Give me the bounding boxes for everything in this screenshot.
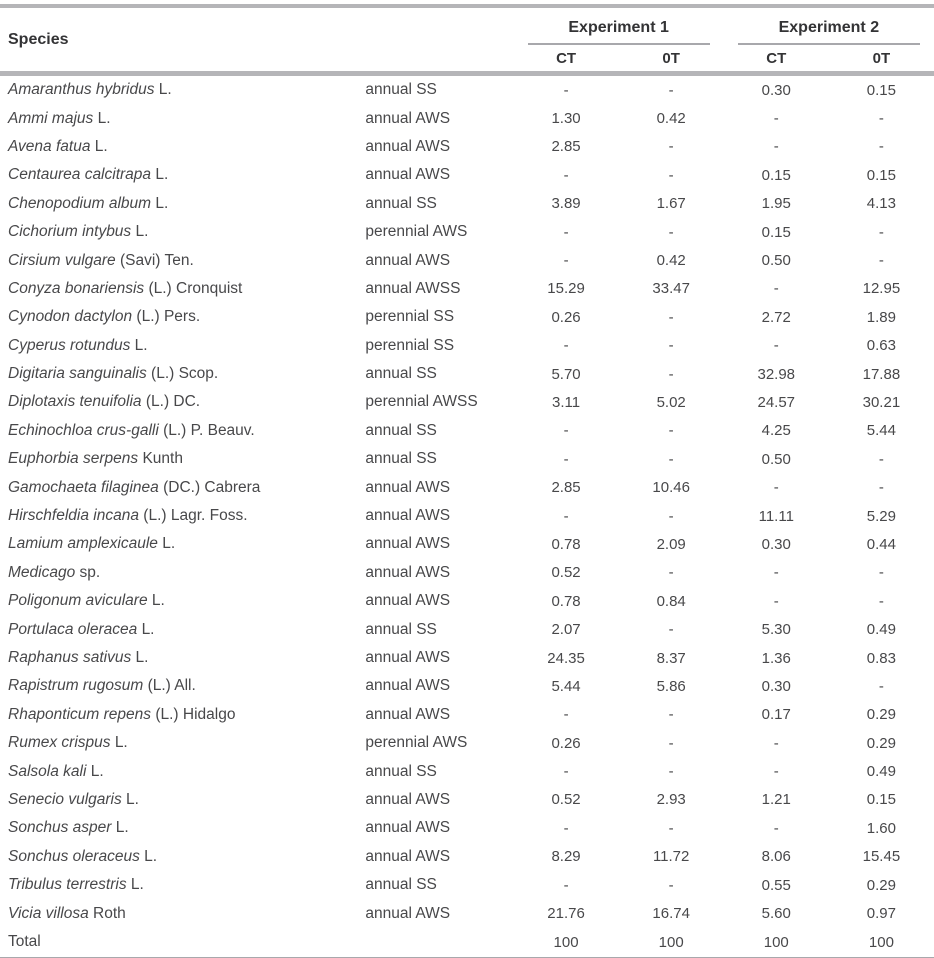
table-row xyxy=(0,332,934,360)
value-cell: - xyxy=(563,422,569,440)
species-cell xyxy=(0,615,365,643)
value-cell: 0.29 xyxy=(866,706,896,724)
value-cell: 8.29 xyxy=(551,848,581,866)
species-cell xyxy=(0,502,365,530)
species-authority: Kunth xyxy=(142,450,183,468)
value-cell: 1.21 xyxy=(761,791,791,809)
species-authority: L. xyxy=(162,535,176,553)
species-cell xyxy=(0,701,365,729)
life-cycle-cell: annual AWS xyxy=(365,166,451,184)
life-cycle-cell: annual AWS xyxy=(365,790,451,808)
table-row xyxy=(0,275,934,303)
life-cycle-cell: annual SS xyxy=(365,194,437,212)
table-row xyxy=(0,530,934,558)
table-row xyxy=(0,218,934,246)
value-cell: 15.45 xyxy=(862,848,901,866)
species-authority: L. xyxy=(155,194,169,212)
value-cell: - xyxy=(878,564,884,582)
table-footer xyxy=(0,928,934,958)
species-cell xyxy=(0,332,365,360)
table-row xyxy=(0,190,934,218)
table-row xyxy=(0,360,934,388)
life-cycle-cell: annual AWS xyxy=(365,677,451,695)
value-cell: - xyxy=(668,819,674,837)
value-cell: 0.55 xyxy=(761,876,791,894)
experiment2-header xyxy=(724,8,934,45)
value-cell: - xyxy=(563,450,569,468)
value-cell: 0.15 xyxy=(866,81,896,99)
value-cell: 1.67 xyxy=(656,195,686,213)
table-row xyxy=(0,445,934,473)
total-value-exp2-0t: 100 xyxy=(868,933,894,951)
value-cell: 5.44 xyxy=(866,422,896,440)
species-authority: L. xyxy=(151,592,165,610)
life-cycle-cell: perennial AWS xyxy=(365,223,468,241)
value-cell: - xyxy=(878,223,884,241)
value-cell: - xyxy=(773,734,779,752)
table-row xyxy=(0,502,934,530)
value-cell: - xyxy=(668,337,674,355)
value-cell: 8.37 xyxy=(656,649,686,667)
species-column-header: Species xyxy=(0,8,514,74)
value-cell: 2.09 xyxy=(656,535,686,553)
table-row xyxy=(0,559,934,587)
table-row xyxy=(0,757,934,785)
life-cycle-cell: annual AWS xyxy=(365,109,451,127)
value-cell: - xyxy=(668,223,674,241)
value-cell: 5.29 xyxy=(866,507,896,525)
species-name: Digitaria sanguinalis xyxy=(8,365,147,383)
species-authority: (L.) Lagr. Foss. xyxy=(143,507,248,525)
value-cell: - xyxy=(773,564,779,582)
value-cell: 0.52 xyxy=(551,564,581,582)
experiment2-header-label: Experiment 2 xyxy=(738,19,920,45)
species-name: Cichorium intybus xyxy=(8,223,132,241)
value-cell: 2.93 xyxy=(656,791,686,809)
value-cell: 0.42 xyxy=(656,110,686,128)
species-authority: L. xyxy=(114,734,128,752)
value-cell: 24.57 xyxy=(757,393,796,411)
species-authority: L. xyxy=(134,336,148,354)
life-cycle-cell: annual SS xyxy=(365,421,437,439)
species-name: Gamochaeta filaginea xyxy=(8,478,159,496)
value-cell: - xyxy=(668,706,674,724)
value-cell: 8.06 xyxy=(761,848,791,866)
species-name: Medicago xyxy=(8,563,76,581)
species-cell xyxy=(0,530,365,558)
life-cycle-cell: annual AWS xyxy=(365,904,451,922)
life-cycle-cell: perennial AWSS xyxy=(365,393,478,411)
life-cycle-cell: perennial SS xyxy=(365,336,455,354)
experiment1-header-label: Experiment 1 xyxy=(528,19,710,45)
value-cell: - xyxy=(878,110,884,128)
value-cell: 0.50 xyxy=(761,252,791,270)
value-cell: - xyxy=(878,138,884,156)
value-cell: - xyxy=(668,138,674,156)
table-row xyxy=(0,729,934,757)
species-cell xyxy=(0,473,365,501)
species-name: Lamium amplexicaule xyxy=(8,535,158,553)
species-cell xyxy=(0,757,365,785)
value-cell: 0.26 xyxy=(551,734,581,752)
value-cell: - xyxy=(668,166,674,184)
species-name: Centaurea calcitrapa xyxy=(8,166,152,184)
value-cell: 0.30 xyxy=(761,81,791,99)
value-cell: - xyxy=(773,479,779,497)
value-cell: - xyxy=(773,763,779,781)
value-cell: 0.30 xyxy=(761,535,791,553)
value-cell: 2.85 xyxy=(551,479,581,497)
value-cell: 0.78 xyxy=(551,592,581,610)
species-name: Ammi majus xyxy=(8,109,94,127)
species-name: Poligonum aviculare xyxy=(8,592,148,610)
value-cell: - xyxy=(563,337,569,355)
col-header-exp2-0t: 0T xyxy=(829,45,934,74)
table-body xyxy=(0,74,934,928)
value-cell: 0.15 xyxy=(866,166,896,184)
value-cell: 0.49 xyxy=(866,621,896,639)
value-cell: - xyxy=(773,819,779,837)
value-cell: - xyxy=(668,308,674,326)
species-authority: L. xyxy=(135,223,149,241)
species-name: Cirsium vulgare xyxy=(8,251,116,269)
species-name: Vicia villosa xyxy=(8,904,89,922)
table-row xyxy=(0,246,934,274)
species-authority: (L.) Cronquist xyxy=(148,279,243,297)
value-cell: - xyxy=(668,564,674,582)
value-cell: - xyxy=(668,507,674,525)
value-cell: - xyxy=(563,706,569,724)
value-cell: - xyxy=(563,81,569,99)
species-authority: L. xyxy=(155,166,169,184)
value-cell: - xyxy=(878,479,884,497)
value-cell: 21.76 xyxy=(547,905,585,923)
species-authority: L. xyxy=(144,847,158,865)
value-cell: 2.72 xyxy=(761,308,791,326)
col-header-exp1-0t: 0T xyxy=(619,45,724,74)
value-cell: - xyxy=(668,422,674,440)
species-cell xyxy=(0,559,365,587)
species-cell xyxy=(0,246,365,274)
col-header-exp2-ct: CT xyxy=(724,45,829,74)
value-cell: 0.83 xyxy=(866,649,896,667)
value-cell: - xyxy=(668,365,674,383)
value-cell: - xyxy=(668,81,674,99)
life-cycle-cell: annual AWSS xyxy=(365,279,461,297)
life-cycle-cell: annual SS xyxy=(365,876,437,894)
species-cell xyxy=(0,729,365,757)
table-row xyxy=(0,814,934,842)
value-cell: 5.86 xyxy=(656,677,686,695)
life-cycle-cell: annual AWS xyxy=(365,478,451,496)
value-cell: - xyxy=(773,592,779,610)
value-cell: 0.30 xyxy=(761,677,791,695)
value-cell: 11.11 xyxy=(758,507,794,525)
value-cell: 0.49 xyxy=(866,763,896,781)
value-cell: 0.44 xyxy=(866,535,896,553)
species-name: Sonchus asper xyxy=(8,819,112,837)
value-cell: 0.17 xyxy=(761,706,791,724)
life-cycle-cell: annual AWS xyxy=(365,819,451,837)
species-authority: (DC.) Cabrera xyxy=(163,478,261,496)
value-cell: 4.13 xyxy=(866,195,896,213)
value-cell: 0.29 xyxy=(866,876,896,894)
species-cell xyxy=(0,104,365,132)
species-name: Cynodon dactylon xyxy=(8,308,133,326)
species-authority: (L.) Hidalgo xyxy=(155,705,236,723)
species-cell xyxy=(0,644,365,672)
value-cell: 1.95 xyxy=(761,195,791,213)
species-authority: L. xyxy=(126,790,139,808)
value-cell: - xyxy=(563,252,569,270)
table-header xyxy=(0,8,934,74)
value-cell: 24.35 xyxy=(547,649,585,667)
species-cell xyxy=(0,218,365,246)
species-name: Raphanus sativus xyxy=(8,649,132,666)
experiment1-header xyxy=(514,8,724,45)
species-authority: L. xyxy=(97,109,111,127)
value-cell: - xyxy=(668,734,674,752)
total-value-exp1-ct: 100 xyxy=(553,933,579,951)
species-cell xyxy=(0,388,365,416)
species-name: Rapistrum rugosum xyxy=(8,677,144,695)
species-name: Salsola kali xyxy=(8,762,87,780)
value-cell: - xyxy=(563,876,569,894)
species-authority: L. xyxy=(115,819,129,837)
life-cycle-cell: annual AWS xyxy=(365,507,451,525)
value-cell: 5.44 xyxy=(551,677,581,695)
header-row-experiments xyxy=(0,8,934,45)
species-cell xyxy=(0,871,365,899)
value-cell: - xyxy=(773,337,779,355)
species-cell xyxy=(0,303,365,331)
life-cycle-cell: annual SS xyxy=(365,620,437,638)
value-cell: 0.78 xyxy=(551,535,581,553)
species-authority: (L.) Scop. xyxy=(151,365,219,383)
species-cell xyxy=(0,275,365,303)
life-cycle-cell: annual SS xyxy=(365,81,437,99)
life-cycle-cell: annual SS xyxy=(365,762,437,780)
value-cell: 5.30 xyxy=(761,621,791,639)
value-cell: 32.98 xyxy=(757,365,796,383)
value-cell: - xyxy=(668,763,674,781)
value-cell: 0.97 xyxy=(866,905,896,923)
table-row xyxy=(0,587,934,615)
species-cell xyxy=(0,445,365,473)
life-cycle-cell: annual AWS xyxy=(365,563,451,581)
value-cell: - xyxy=(773,138,779,156)
value-cell: - xyxy=(878,450,884,468)
table-row xyxy=(0,104,934,132)
table-row xyxy=(0,161,934,189)
species-name: Conyza bonariensis xyxy=(8,279,145,297)
value-cell: - xyxy=(668,450,674,468)
total-value-exp1-0t: 100 xyxy=(658,933,684,951)
table-row xyxy=(0,843,934,871)
species-name: Echinochloa crus-galli xyxy=(8,421,159,439)
species-cell xyxy=(0,786,365,814)
value-cell: 1.60 xyxy=(866,819,896,837)
species-cell xyxy=(0,899,365,927)
species-cell xyxy=(0,133,365,161)
value-cell: 5.70 xyxy=(551,365,581,383)
species-name: Euphorbia serpens xyxy=(8,450,139,468)
value-cell: 0.15 xyxy=(761,166,791,184)
value-cell: 0.26 xyxy=(551,308,581,326)
species-cell xyxy=(0,843,365,871)
species-name: Rhaponticum repens xyxy=(8,705,152,723)
life-cycle-cell: annual SS xyxy=(365,365,437,383)
species-authority: (L.) P. Beauv. xyxy=(163,421,255,439)
value-cell: 0.63 xyxy=(866,337,896,355)
life-cycle-cell: annual AWS xyxy=(365,137,451,155)
value-cell: 0.42 xyxy=(656,252,686,270)
value-cell: 0.15 xyxy=(866,791,896,809)
value-cell: 0.50 xyxy=(761,450,791,468)
species-name: Senecio vulgaris xyxy=(8,790,122,808)
species-name: Amaranthus hybridus xyxy=(8,81,155,99)
life-cycle-cell: annual AWS xyxy=(365,535,451,553)
table-row xyxy=(0,786,934,814)
table-row xyxy=(0,644,934,672)
life-cycle-cell: perennial AWS xyxy=(365,734,468,752)
value-cell: 2.85 xyxy=(551,138,581,156)
value-cell: - xyxy=(878,252,884,270)
table-row xyxy=(0,615,934,643)
species-name: Diplotaxis tenuifolia xyxy=(8,393,142,411)
species-name: Avena fatua xyxy=(8,137,91,155)
species-authority: (L.) All. xyxy=(147,677,196,695)
species-cell xyxy=(0,417,365,445)
value-cell: - xyxy=(563,166,569,184)
value-cell: 15.29 xyxy=(547,280,585,298)
species-name: Cyperus rotundus xyxy=(8,336,131,354)
value-cell: - xyxy=(773,280,779,298)
species-authority: L. xyxy=(135,649,149,666)
species-name: Hirschfeldia incana xyxy=(8,507,139,525)
table-row xyxy=(0,417,934,445)
value-cell: 1.89 xyxy=(866,308,896,326)
total-value-exp2-ct: 100 xyxy=(763,933,789,951)
table-row xyxy=(0,672,934,700)
table-row xyxy=(0,871,934,899)
value-cell: 3.11 xyxy=(552,393,581,411)
species-authority: (Savi) Ten. xyxy=(119,251,194,269)
species-authority: (L.) Pers. xyxy=(136,308,201,326)
species-authority: L. xyxy=(94,137,108,155)
table-row xyxy=(0,473,934,501)
species-cell xyxy=(0,672,365,700)
life-cycle-cell: annual AWS xyxy=(365,592,451,610)
total-row xyxy=(0,928,934,958)
species-authority: (L.) DC. xyxy=(145,393,201,411)
species-cell xyxy=(0,360,365,388)
value-cell: 33.47 xyxy=(652,280,690,298)
value-cell: 1.30 xyxy=(551,110,581,128)
species-authority: L. xyxy=(141,620,155,638)
value-cell: - xyxy=(563,507,569,525)
species-cell xyxy=(0,587,365,615)
value-cell: - xyxy=(878,677,884,695)
species-authority: Roth xyxy=(93,904,126,922)
value-cell: 0.84 xyxy=(656,592,686,610)
value-cell: 0.29 xyxy=(866,734,896,752)
species-cell xyxy=(0,161,365,189)
species-name: Sonchus oleraceus xyxy=(8,847,140,865)
value-cell: 2.07 xyxy=(551,621,581,639)
species-name: Portulaca oleracea xyxy=(8,620,138,638)
value-cell: 11.72 xyxy=(652,848,690,866)
species-cell xyxy=(0,814,365,842)
value-cell: 1.36 xyxy=(761,649,791,667)
value-cell: 5.60 xyxy=(761,905,791,923)
value-cell: 12.95 xyxy=(862,280,901,298)
value-cell: - xyxy=(563,223,569,241)
species-authority: L. xyxy=(130,876,144,894)
value-cell: 0.52 xyxy=(551,791,581,809)
species-cell xyxy=(0,74,365,105)
life-cycle-cell: perennial SS xyxy=(365,308,455,326)
species-relative-abundance-table xyxy=(0,8,934,958)
value-cell: - xyxy=(563,819,569,837)
species-authority: L. xyxy=(90,762,104,780)
total-label: Total xyxy=(8,933,41,951)
value-cell: 30.21 xyxy=(862,393,901,411)
value-cell: - xyxy=(668,621,674,639)
value-cell: - xyxy=(773,110,779,128)
table-row xyxy=(0,303,934,331)
value-cell: - xyxy=(878,592,884,610)
value-cell: 0.15 xyxy=(761,223,791,241)
life-cycle-cell: annual AWS xyxy=(365,251,451,269)
table-row xyxy=(0,701,934,729)
value-cell: - xyxy=(668,876,674,894)
species-authority: sp. xyxy=(79,563,101,581)
life-cycle-cell: annual AWS xyxy=(365,847,451,865)
value-cell: - xyxy=(563,763,569,781)
life-cycle-cell: annual AWS xyxy=(365,649,451,666)
life-cycle-cell: annual SS xyxy=(365,450,437,468)
species-name: Rumex crispus xyxy=(8,734,111,752)
species-authority: L. xyxy=(158,81,172,99)
species-name: Tribulus terrestris xyxy=(8,876,127,894)
species-cell xyxy=(0,190,365,218)
life-cycle-cell: annual AWS xyxy=(365,705,451,723)
table-row xyxy=(0,74,934,105)
value-cell: 5.02 xyxy=(656,393,686,411)
value-cell: 4.25 xyxy=(761,422,791,440)
table-row xyxy=(0,899,934,927)
value-cell: 10.46 xyxy=(652,479,690,497)
value-cell: 16.74 xyxy=(652,905,690,923)
col-header-exp1-ct: CT xyxy=(514,45,619,74)
table-row xyxy=(0,133,934,161)
value-cell: 17.88 xyxy=(862,365,901,383)
table-row xyxy=(0,388,934,416)
value-cell: 3.89 xyxy=(551,195,581,213)
species-name: Chenopodium album xyxy=(8,194,152,212)
total-life-cycle-cell-empty xyxy=(365,928,513,958)
